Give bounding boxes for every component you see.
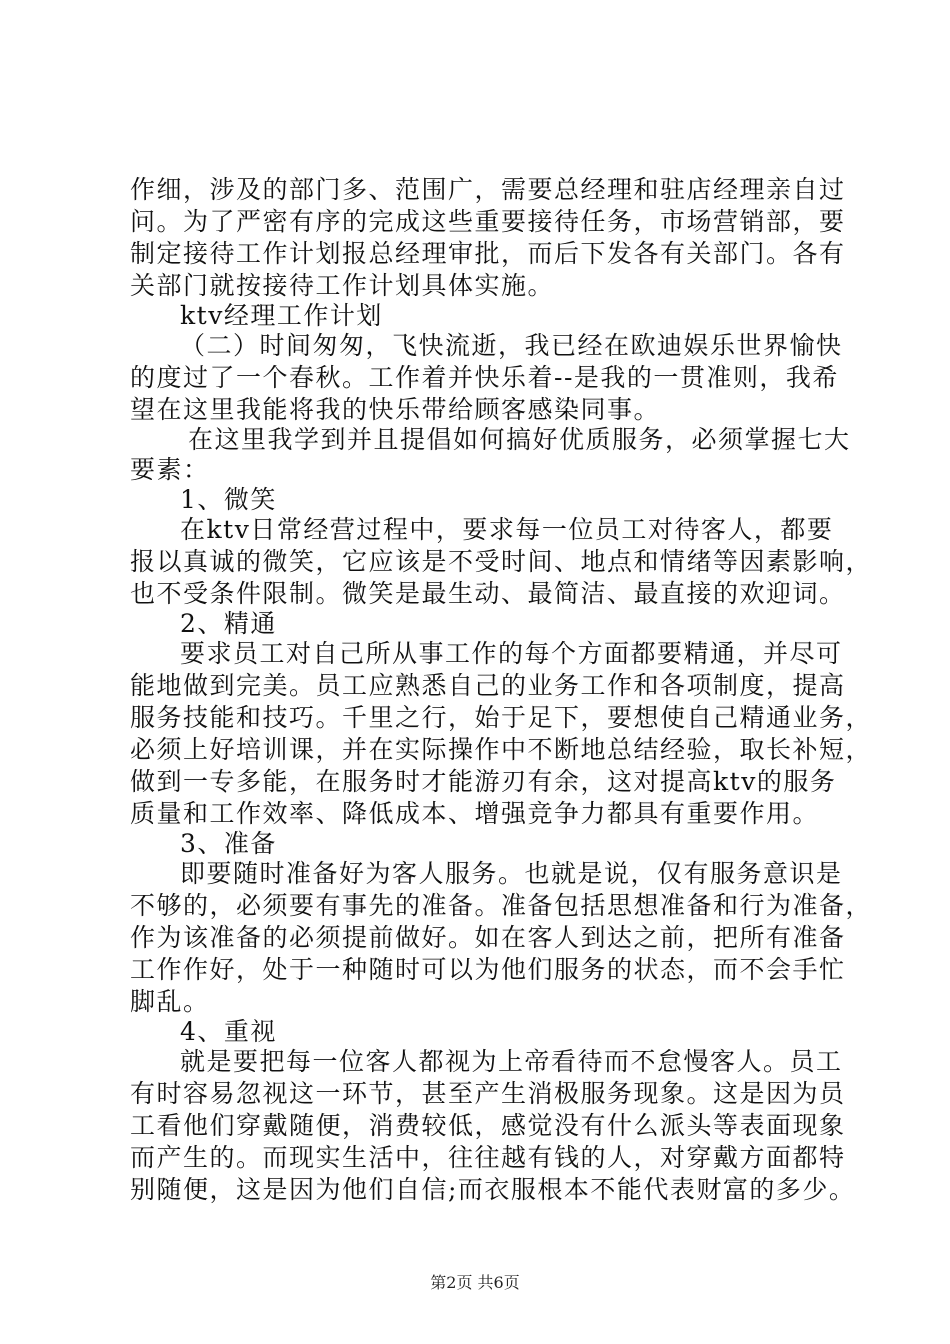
body-line: 在ktv日常经营过程中，要求每一位员工对待客人，都要 [180, 515, 834, 544]
item-heading: 2、精通 [180, 609, 277, 638]
body-line: 就是要把每一位客人都视为上帝看待而不怠慢客人。员工 [180, 1047, 843, 1076]
body-line: 的度过了一个春秋。工作着并快乐着--是我的一贯准则，我希 [130, 363, 839, 392]
body-line: 关部门就按接待工作计划具体实施。 [130, 271, 555, 300]
body-line: 质量和工作效率、降低成本、增强竞争力都具有重要作用。 [130, 799, 820, 828]
body-line: 做到一专多能，在服务时才能游刃有余，这对提高ktv的服务 [130, 767, 837, 796]
body-line: 即要随时准备好为客人服务。也就是说，仅有服务意识是 [180, 859, 843, 888]
body-line: 问。为了严密有序的完成这些重要接待任务，市场营销部，要 [130, 207, 846, 236]
body-line: 服务技能和技巧。千里之行，始于足下，要想使自己精通业务， [130, 703, 873, 732]
body-line: 要素： [130, 455, 210, 484]
body-line: 在这里我学到并且提倡如何搞好优质服务，必须掌握七大 [188, 425, 851, 454]
body-line: 别随便，这是因为他们自信;而衣服根本不能代表财富的多少。 [130, 1175, 856, 1204]
body-line: 而产生的。而现实生活中，往往越有钱的人，对穿戴方面都特 [130, 1143, 846, 1172]
body-line: 也不受条件限制。微笑是最生动、最简洁、最直接的欢迎词。 [130, 579, 846, 608]
body-line: 有时容易忽视这一环节，甚至产生消极服务现象。这是因为员 [130, 1079, 846, 1108]
item-heading: 1、微笑 [180, 485, 277, 514]
section-heading: ktv经理工作计划 [180, 301, 383, 330]
body-line: （二）时间匆匆，飞快流逝，我已经在欧迪娱乐世界愉快 [180, 331, 843, 360]
item-heading: 3、准备 [180, 829, 277, 858]
body-line: 不够的，必须要有事先的准备。准备包括思想准备和行为准备， [130, 891, 873, 920]
body-line: 工作作好，处于一种随时可以为他们服务的状态，而不会手忙 [130, 955, 846, 984]
body-line: 报以真诚的微笑，它应该是不受时间、地点和情绪等因素影响， [130, 547, 873, 576]
body-line: 必须上好培训课，并在实际操作中不断地总结经验，取长补短， [130, 735, 873, 764]
body-line: 能地做到完美。员工应熟悉自己的业务工作和各项制度，提高 [130, 671, 846, 700]
body-line: 工看他们穿戴随便，消费较低，感觉没有什么派头等表面现象 [130, 1111, 846, 1140]
body-line: 脚乱。 [130, 987, 210, 1016]
page-number-footer: 第2页 共6页 [430, 1273, 520, 1292]
body-line: 要求员工对自己所从事工作的每个方面都要精通，并尽可 [180, 639, 843, 668]
item-heading: 4、重视 [180, 1017, 277, 1046]
body-line: 望在这里我能将我的快乐带给顾客感染同事。 [130, 395, 661, 424]
body-line: 作细，涉及的部门多、范围广，需要总经理和驻店经理亲自过 [130, 175, 846, 204]
body-line: 制定接待工作计划报总经理审批，而后下发各有关部门。各有 [130, 239, 846, 268]
body-line: 作为该准备的必须提前做好。如在客人到达之前，把所有准备 [130, 923, 846, 952]
